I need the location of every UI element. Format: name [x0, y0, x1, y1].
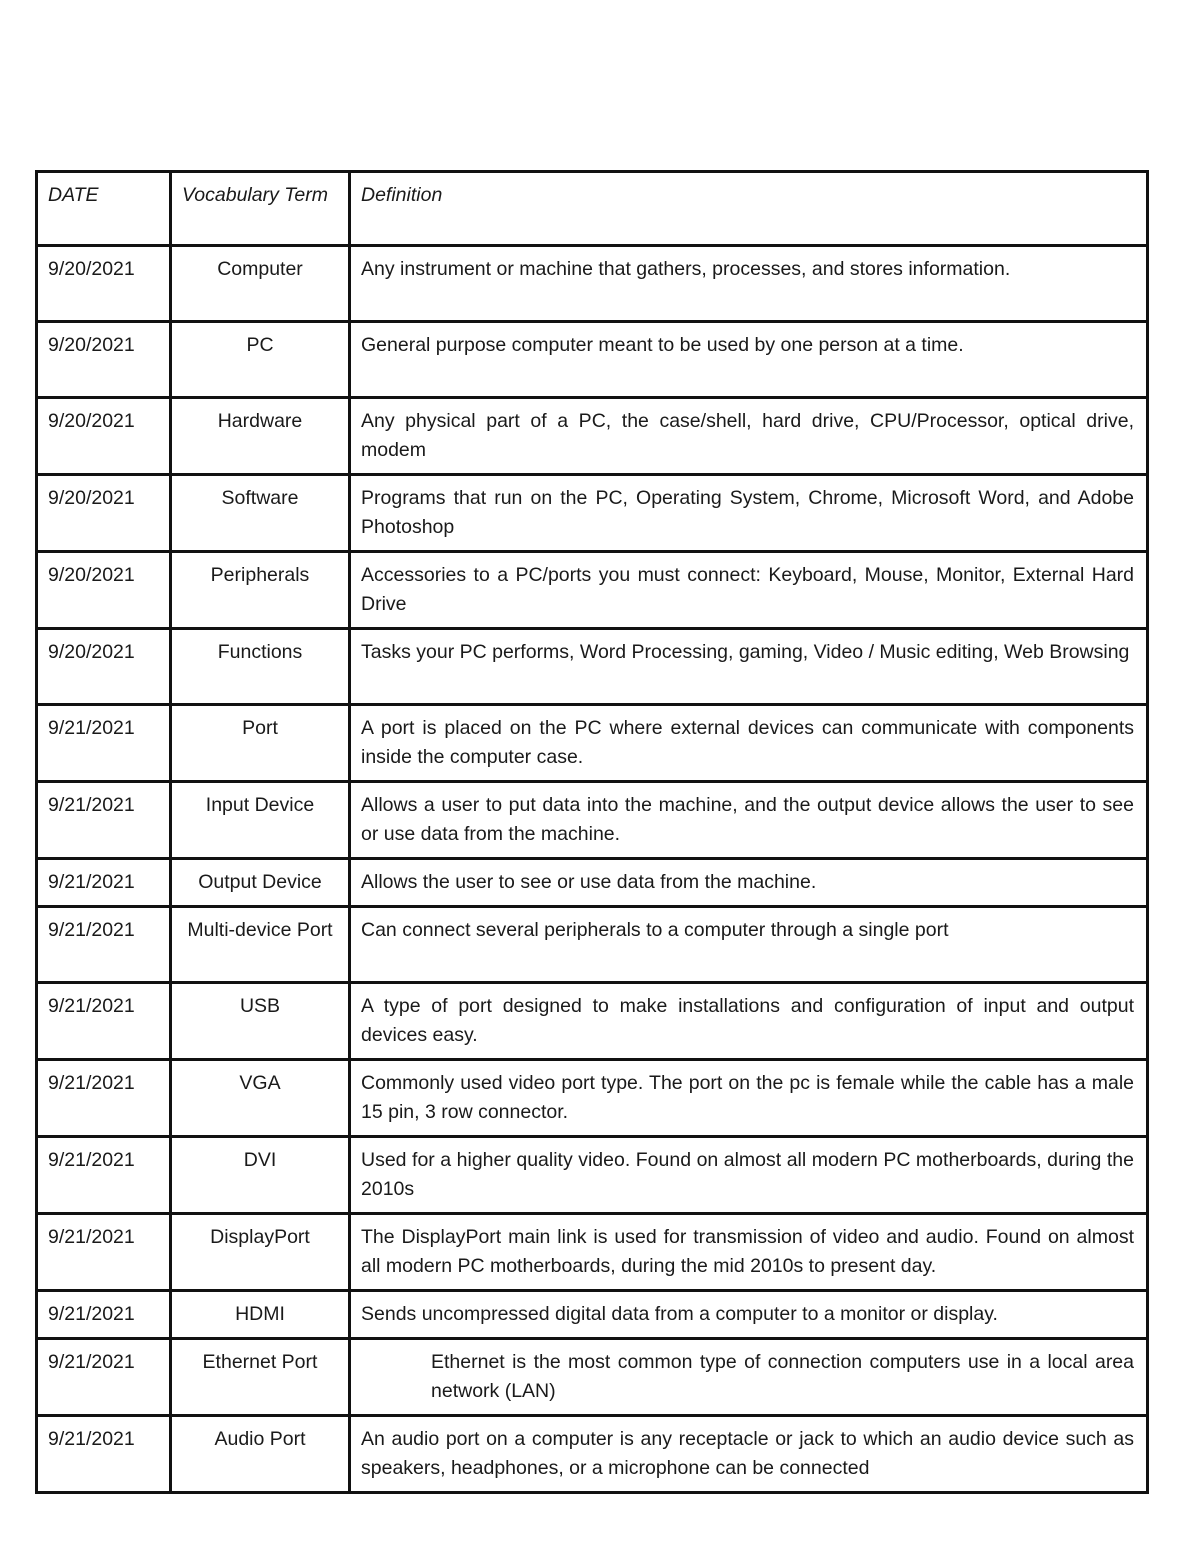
date-cell: 9/21/2021	[37, 1291, 171, 1339]
table-row	[37, 1416, 1148, 1493]
table-row	[37, 983, 1148, 1060]
header-definition: Definition	[350, 172, 1148, 246]
header-vocabulary-term: Vocabulary Term	[171, 172, 350, 246]
date-cell: 9/21/2021	[37, 983, 171, 1060]
definition-cell: Any physical part of a PC, the case/shell, hard drive, CPU/Processor, optical drive, modem	[350, 398, 1148, 475]
table-row	[37, 705, 1148, 782]
table-row	[37, 1339, 1148, 1416]
table-row	[37, 1291, 1148, 1339]
definition-cell: Allows a user to put data into the machine, and the output device allows the user to see or use data from the machine.	[350, 782, 1148, 859]
date-cell: 9/20/2021	[37, 475, 171, 552]
term-cell: DVI	[171, 1137, 350, 1214]
date-cell: 9/21/2021	[37, 1214, 171, 1291]
date-cell: 9/21/2021	[37, 1137, 171, 1214]
term-cell: PC	[171, 322, 350, 398]
date-cell: 9/20/2021	[37, 629, 171, 705]
definition-cell: Allows the user to see or use data from the machine.	[350, 859, 1148, 907]
date-cell: 9/20/2021	[37, 398, 171, 475]
definition-cell: Used for a higher quality video. Found on almost all modern PC motherboards, during the 2010s	[350, 1137, 1148, 1214]
definition-cell: The DisplayPort main link is used for transmission of video and audio. Found on almost all modern PC motherboards, during the mid 2010s to present day.	[350, 1214, 1148, 1291]
table-row	[37, 398, 1148, 475]
definition-cell: An audio port on a computer is any receptacle or jack to which an audio device such as speakers, headphones, or a microphone can be connected	[350, 1416, 1148, 1493]
date-cell: 9/20/2021	[37, 246, 171, 322]
definition-cell: Any instrument or machine that gathers, processes, and stores information.	[350, 246, 1148, 322]
term-cell: Software	[171, 475, 350, 552]
term-cell: Ethernet Port	[171, 1339, 350, 1416]
table-row	[37, 322, 1148, 398]
term-cell: Audio Port	[171, 1416, 350, 1493]
definition-cell: Ethernet is the most common type of connection computers use in a local area network (LAN)	[350, 1339, 1148, 1416]
definition-cell: A port is placed on the PC where external devices can communicate with components inside the computer case.	[350, 705, 1148, 782]
table-row	[37, 475, 1148, 552]
term-cell: USB	[171, 983, 350, 1060]
definition-cell: Programs that run on the PC, Operating System, Chrome, Microsoft Word, and Adobe Photoshop	[350, 475, 1148, 552]
table-row	[37, 907, 1148, 983]
table-row	[37, 629, 1148, 705]
date-cell: 9/21/2021	[37, 705, 171, 782]
term-cell: Input Device	[171, 782, 350, 859]
date-cell: 9/20/2021	[37, 322, 171, 398]
date-cell: 9/21/2021	[37, 782, 171, 859]
date-cell: 9/21/2021	[37, 1060, 171, 1137]
table-row	[37, 1060, 1148, 1137]
header-date: DATE	[37, 172, 171, 246]
date-cell: 9/21/2021	[37, 1416, 171, 1493]
date-cell: 9/20/2021	[37, 552, 171, 629]
term-cell: HDMI	[171, 1291, 350, 1339]
term-cell: Peripherals	[171, 552, 350, 629]
term-cell: Output Device	[171, 859, 350, 907]
date-cell: 9/21/2021	[37, 859, 171, 907]
date-cell: 9/21/2021	[37, 907, 171, 983]
table-row	[37, 246, 1148, 322]
table-row	[37, 1137, 1148, 1214]
definition-cell: Tasks your PC performs, Word Processing, gaming, Video / Music editing, Web Browsing	[350, 629, 1148, 705]
term-cell: Computer	[171, 246, 350, 322]
table-row	[37, 552, 1148, 629]
table-row	[37, 782, 1148, 859]
definition-cell: Sends uncompressed digital data from a computer to a monitor or display.	[350, 1291, 1148, 1339]
date-cell: 9/21/2021	[37, 1339, 171, 1416]
definition-cell: Commonly used video port type. The port on the pc is female while the cable has a male 15 pin, 3 row connector.	[350, 1060, 1148, 1137]
definition-cell: Accessories to a PC/ports you must connect: Keyboard, Mouse, Monitor, External Hard Drive	[350, 552, 1148, 629]
table-row	[37, 859, 1148, 907]
term-cell: Port	[171, 705, 350, 782]
definition-cell: General purpose computer meant to be used by one person at a time.	[350, 322, 1148, 398]
term-cell: Functions	[171, 629, 350, 705]
header-row	[37, 172, 1148, 246]
definition-cell: A type of port designed to make installations and configuration of input and output devices easy.	[350, 983, 1148, 1060]
vocabulary-table	[35, 170, 1149, 1494]
table-row	[37, 1214, 1148, 1291]
term-cell: DisplayPort	[171, 1214, 350, 1291]
term-cell: Multi-device Port	[171, 907, 350, 983]
term-cell: VGA	[171, 1060, 350, 1137]
term-cell: Hardware	[171, 398, 350, 475]
definition-cell: Can connect several peripherals to a computer through a single port	[350, 907, 1148, 983]
